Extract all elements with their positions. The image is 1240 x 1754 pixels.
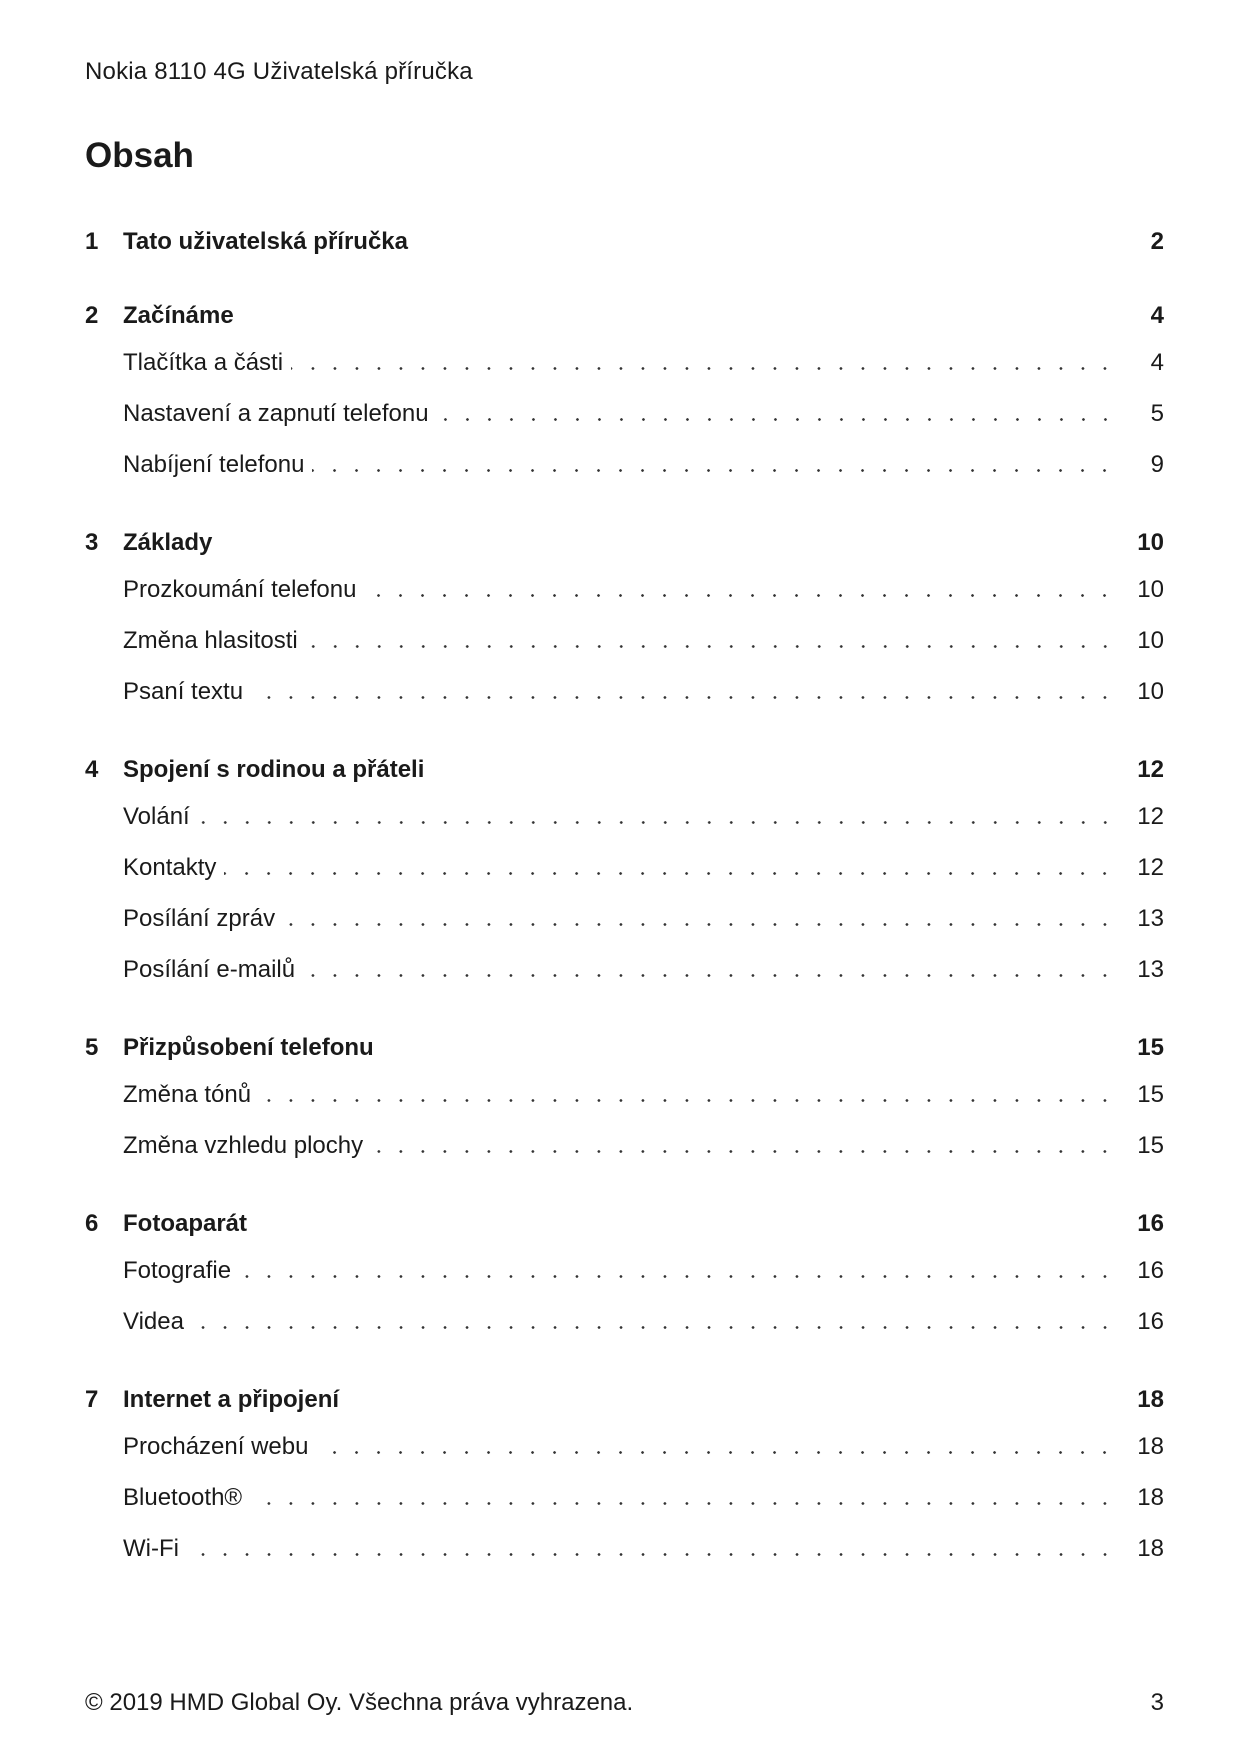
toc-entry[interactable] <box>85 791 1164 842</box>
toc-entry[interactable] <box>85 564 1164 615</box>
toc-chapter-number: 5 <box>85 1033 99 1061</box>
toc-entry-title: Wi-Fi <box>123 1534 179 1562</box>
document-header: Nokia 8110 4G Uživatelská příručka <box>85 58 473 85</box>
toc-dot-leader <box>187 1553 1116 1556</box>
toc-dot-leader <box>303 974 1116 977</box>
toc-entry[interactable] <box>85 1523 1164 1574</box>
toc-entry-page: 13 <box>1137 955 1164 983</box>
toc-chapter <box>85 748 1164 995</box>
toc-dot-leader <box>192 1326 1116 1329</box>
toc-entry-page: 10 <box>1137 677 1164 705</box>
toc-entry-title: Změna vzhledu plochy <box>123 1131 364 1159</box>
toc-dot-leader <box>306 645 1116 648</box>
toc-dot-leader <box>364 594 1116 597</box>
toc-entry-page: 9 <box>1150 450 1164 478</box>
footer-page-number: 3 <box>1150 1689 1164 1716</box>
toc-chapter-number: 3 <box>85 528 99 556</box>
toc-chapter-title: Fotoaparát <box>123 1209 248 1237</box>
toc-entry-title: Prozkoumání telefonu <box>123 575 357 603</box>
toc-chapter-page: 2 <box>1150 227 1164 255</box>
toc-entry-title: Tlačítka a části <box>123 348 284 376</box>
toc-entry-page: 5 <box>1150 399 1164 427</box>
toc-entry[interactable] <box>85 893 1164 944</box>
footer-copyright: © 2019 HMD Global Oy. Všechna práva vyhrazena. <box>85 1689 634 1716</box>
toc-entry-title: Kontakty <box>123 853 217 881</box>
toc-entry-page: 18 <box>1137 1432 1164 1460</box>
toc-chapter-title: Základy <box>123 528 213 556</box>
toc-chapter <box>85 1026 1164 1171</box>
page-title: Obsah <box>85 136 194 175</box>
toc-entry[interactable] <box>85 1069 1164 1120</box>
toc-entry-title: Posílání e-mailů <box>123 955 296 983</box>
toc-entry-title: Videa <box>123 1307 184 1335</box>
toc-chapter-number: 4 <box>85 755 99 783</box>
toc-chapter <box>85 1378 1164 1574</box>
toc-entry-title: Změna tónů <box>123 1080 252 1108</box>
toc-chapter-title: Internet a připojení <box>123 1385 340 1413</box>
toc-dot-leader <box>283 923 1116 926</box>
toc-chapter-heading[interactable] <box>85 748 1164 791</box>
toc-dot-leader <box>437 418 1116 421</box>
toc-dot-leader <box>250 1502 1116 1505</box>
toc-entry-page: 13 <box>1137 904 1164 932</box>
toc-chapter-page: 4 <box>1150 301 1164 329</box>
toc-chapter-heading[interactable] <box>85 294 1164 337</box>
toc-chapter-title: Tato uživatelská příručka <box>123 227 408 255</box>
toc-entry[interactable] <box>85 666 1164 717</box>
toc-dot-leader <box>251 696 1116 699</box>
toc-entry-title: Nastavení a zapnutí telefonu <box>123 399 429 427</box>
toc-entry-page: 16 <box>1137 1307 1164 1335</box>
toc-chapter <box>85 294 1164 490</box>
toc-chapter-title: Spojení s rodinou a přáteli <box>123 755 425 783</box>
toc-entry-page: 12 <box>1137 853 1164 881</box>
toc-chapter-page: 12 <box>1137 755 1164 783</box>
toc-chapter-number: 7 <box>85 1385 99 1413</box>
toc-chapter-heading[interactable] <box>85 1378 1164 1421</box>
toc-entry[interactable] <box>85 1245 1164 1296</box>
toc-chapter <box>85 1202 1164 1347</box>
toc-entry-title: Fotografie <box>123 1256 232 1284</box>
toc-entry-page: 16 <box>1137 1256 1164 1284</box>
table-of-contents <box>85 220 1164 1605</box>
toc-chapter-title: Přizpůsobení telefonu <box>123 1033 374 1061</box>
toc-entry[interactable] <box>85 944 1164 995</box>
toc-chapter-page: 16 <box>1137 1209 1164 1237</box>
toc-chapter-page: 10 <box>1137 528 1164 556</box>
toc-entry[interactable] <box>85 1296 1164 1347</box>
toc-entry-page: 15 <box>1137 1131 1164 1159</box>
toc-entry-page: 15 <box>1137 1080 1164 1108</box>
toc-chapter-heading[interactable] <box>85 1202 1164 1245</box>
toc-chapter-page: 15 <box>1137 1033 1164 1061</box>
toc-dot-leader <box>259 1099 1116 1102</box>
toc-dot-leader <box>224 872 1116 875</box>
toc-entry-title: Procházení webu <box>123 1432 309 1460</box>
toc-dot-leader <box>198 821 1116 824</box>
toc-dot-leader <box>312 469 1116 472</box>
toc-chapter-heading[interactable] <box>85 1026 1164 1069</box>
toc-entry-title: Posílání zpráv <box>123 904 276 932</box>
toc-chapter-number: 1 <box>85 227 99 255</box>
toc-chapter-number: 6 <box>85 1209 99 1237</box>
toc-entry-title: Volání <box>123 802 190 830</box>
toc-entry[interactable] <box>85 1120 1164 1171</box>
toc-chapter-title: Začínáme <box>123 301 234 329</box>
toc-chapter-number: 2 <box>85 301 99 329</box>
toc-entry-title: Psaní textu <box>123 677 244 705</box>
toc-dot-leader <box>371 1150 1116 1153</box>
toc-chapter <box>85 521 1164 717</box>
toc-entry[interactable] <box>85 842 1164 893</box>
toc-entry-page: 4 <box>1150 348 1164 376</box>
toc-entry-page: 10 <box>1137 626 1164 654</box>
toc-entry-page: 12 <box>1137 802 1164 830</box>
toc-entry-page: 10 <box>1137 575 1164 603</box>
toc-entry[interactable] <box>85 388 1164 439</box>
toc-entry-title: Nabíjení telefonu <box>123 450 305 478</box>
toc-entry-page: 18 <box>1137 1534 1164 1562</box>
toc-chapter-page: 18 <box>1137 1385 1164 1413</box>
toc-dot-leader <box>239 1275 1116 1278</box>
toc-entry-page: 18 <box>1137 1483 1164 1511</box>
toc-entry-title: Bluetooth® <box>123 1483 243 1511</box>
toc-chapter-heading[interactable] <box>85 220 1164 263</box>
document-footer <box>85 1689 1164 1717</box>
toc-chapter-heading[interactable] <box>85 521 1164 564</box>
toc-entry[interactable] <box>85 337 1164 388</box>
toc-entry[interactable] <box>85 1421 1164 1472</box>
toc-entry-title: Změna hlasitosti <box>123 626 298 654</box>
toc-entry[interactable] <box>85 439 1164 490</box>
toc-dot-leader <box>316 1451 1116 1454</box>
toc-dot-leader <box>291 367 1116 370</box>
toc-entry[interactable] <box>85 1472 1164 1523</box>
toc-entry[interactable] <box>85 615 1164 666</box>
toc-chapter <box>85 220 1164 263</box>
